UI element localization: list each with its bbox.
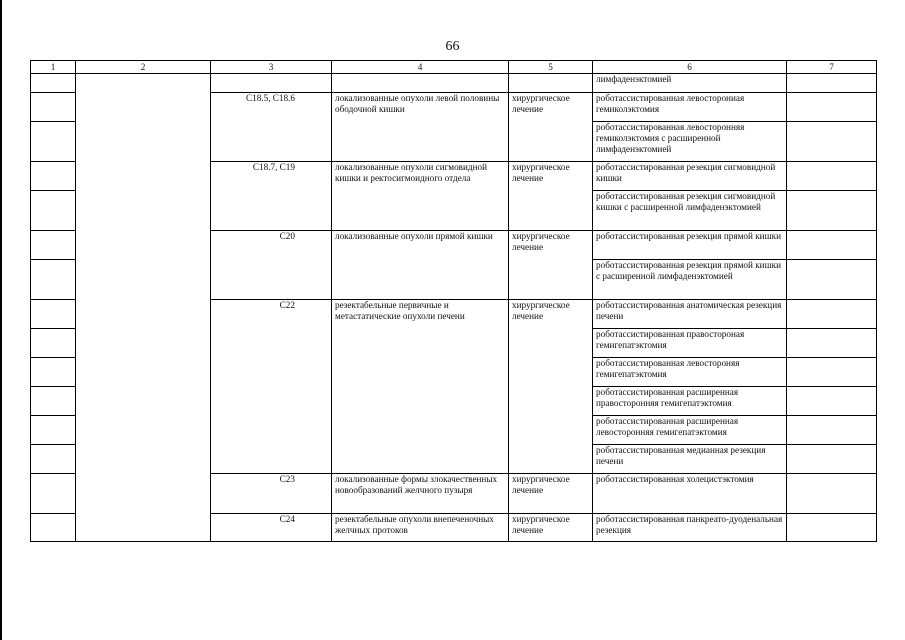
cell-col1 xyxy=(31,260,76,300)
cell-col1 xyxy=(31,191,76,231)
cell-condition: локализованные опухоли прямой кишки xyxy=(332,231,509,300)
cell-method: роботассистированная расширенная левосторонняя гемигепатэктомия xyxy=(593,416,787,445)
cell-code: C24 xyxy=(211,514,332,542)
cell-treatment: хирургическое лечение xyxy=(509,300,593,474)
table-row xyxy=(31,74,877,93)
column-header: 5 xyxy=(509,61,593,74)
cell-col1 xyxy=(31,162,76,191)
cell-col1 xyxy=(31,514,76,542)
cell-col7 xyxy=(787,358,877,387)
cell-col7 xyxy=(787,514,877,542)
cell-method: роботассистированная медианная резекция печени xyxy=(593,445,787,474)
cell-code: C20 xyxy=(211,231,332,300)
cell-code: C23 xyxy=(211,474,332,514)
cell-method: роботассистированная резекция сигмовидной кишки с расширенной лимфаденэктомией xyxy=(593,191,787,231)
cell-col1 xyxy=(31,387,76,416)
cell-condition: резектабельные опухоли внепеченочных желчных протоков xyxy=(332,514,509,542)
cell-condition: локализованные опухоли сигмовидной кишки и ректосигмоидного отдела xyxy=(332,162,509,231)
cell-col7 xyxy=(787,74,877,93)
cell-method: роботассистированная холецистэктомия xyxy=(593,474,787,514)
cell-condition xyxy=(332,74,509,93)
cell-code: C22 xyxy=(211,300,332,474)
cell-method: роботассистированная резекция прямой кишки с расширенной лимфаденэктомией xyxy=(593,260,787,300)
cell-col1 xyxy=(31,445,76,474)
cell-col7 xyxy=(787,300,877,329)
page-number: 66 xyxy=(445,39,460,54)
cell-col1 xyxy=(31,329,76,358)
cell-col1 xyxy=(31,416,76,445)
cell-method: роботассистированная расширенная правосторонняя гемигепатэктомия xyxy=(593,387,787,416)
cell-code: C18.5, C18.6 xyxy=(211,93,332,162)
cell-col1 xyxy=(31,74,76,93)
cell-treatment: хирургическое лечение xyxy=(509,93,593,162)
cell-condition: локализованные опухоли левой половины ободочной кишки xyxy=(332,93,509,162)
cell-col7 xyxy=(787,162,877,191)
cell-method: роботассистированная резекция прямой кишки xyxy=(593,231,787,260)
cell-condition: резектабельные первичные и метастатические опухоли печени xyxy=(332,300,509,474)
cell-method: роботассистированная правостороная гемигепатэктомия xyxy=(593,329,787,358)
cell-treatment xyxy=(509,74,593,93)
header-row xyxy=(31,61,877,74)
column-header: 7 xyxy=(787,61,877,74)
cell-method: роботассистированная анатомическая резекция печени xyxy=(593,300,787,329)
column-header: 4 xyxy=(332,61,509,74)
column-header: 2 xyxy=(76,61,211,74)
cell-col7 xyxy=(787,231,877,260)
cell-treatment: хирургическое лечение xyxy=(509,231,593,300)
cell-col1 xyxy=(31,93,76,122)
cell-treatment: хирургическое лечение xyxy=(509,474,593,514)
cell-method: лимфаденэктомией xyxy=(593,74,787,93)
cell-col7 xyxy=(787,191,877,231)
cell-col1 xyxy=(31,358,76,387)
cell-treatment: хирургическое лечение xyxy=(509,162,593,231)
cell-method: роботассистированная левостороняя гемигепатэктомия xyxy=(593,358,787,387)
cell-col1 xyxy=(31,122,76,162)
cell-condition: локализованные формы злокачественных новообразований желчного пузыря xyxy=(332,474,509,514)
cell-treatment: хирургическое лечение xyxy=(509,514,593,542)
column-header: 6 xyxy=(593,61,787,74)
cell-col1 xyxy=(31,474,76,514)
page-left-edge xyxy=(0,0,2,640)
cell-col2 xyxy=(76,74,211,542)
column-header: 3 xyxy=(211,61,332,74)
cell-col1 xyxy=(31,231,76,260)
cell-method: роботассистированная левосторонняя гемиколэктомия с расширенной лимфаденэктомией xyxy=(593,122,787,162)
cell-col7 xyxy=(787,329,877,358)
treatment-table-wrapper xyxy=(30,60,876,542)
cell-col7 xyxy=(787,387,877,416)
cell-col1 xyxy=(31,300,76,329)
cell-col7 xyxy=(787,474,877,514)
cell-col7 xyxy=(787,122,877,162)
cell-col7 xyxy=(787,260,877,300)
cell-method: роботассистированная левосторониая гемиколэктомия xyxy=(593,93,787,122)
cell-method: роботассистированная резекция сигмовидной кишки xyxy=(593,162,787,191)
cell-method: роботассистированная панкреато-дуоденальная резекция xyxy=(593,514,787,542)
cell-col7 xyxy=(787,93,877,122)
cell-code xyxy=(211,74,332,93)
cell-col7 xyxy=(787,445,877,474)
treatment-table xyxy=(30,60,877,542)
cell-col7 xyxy=(787,416,877,445)
cell-code: C18.7, C19 xyxy=(211,162,332,231)
column-header: 1 xyxy=(31,61,76,74)
